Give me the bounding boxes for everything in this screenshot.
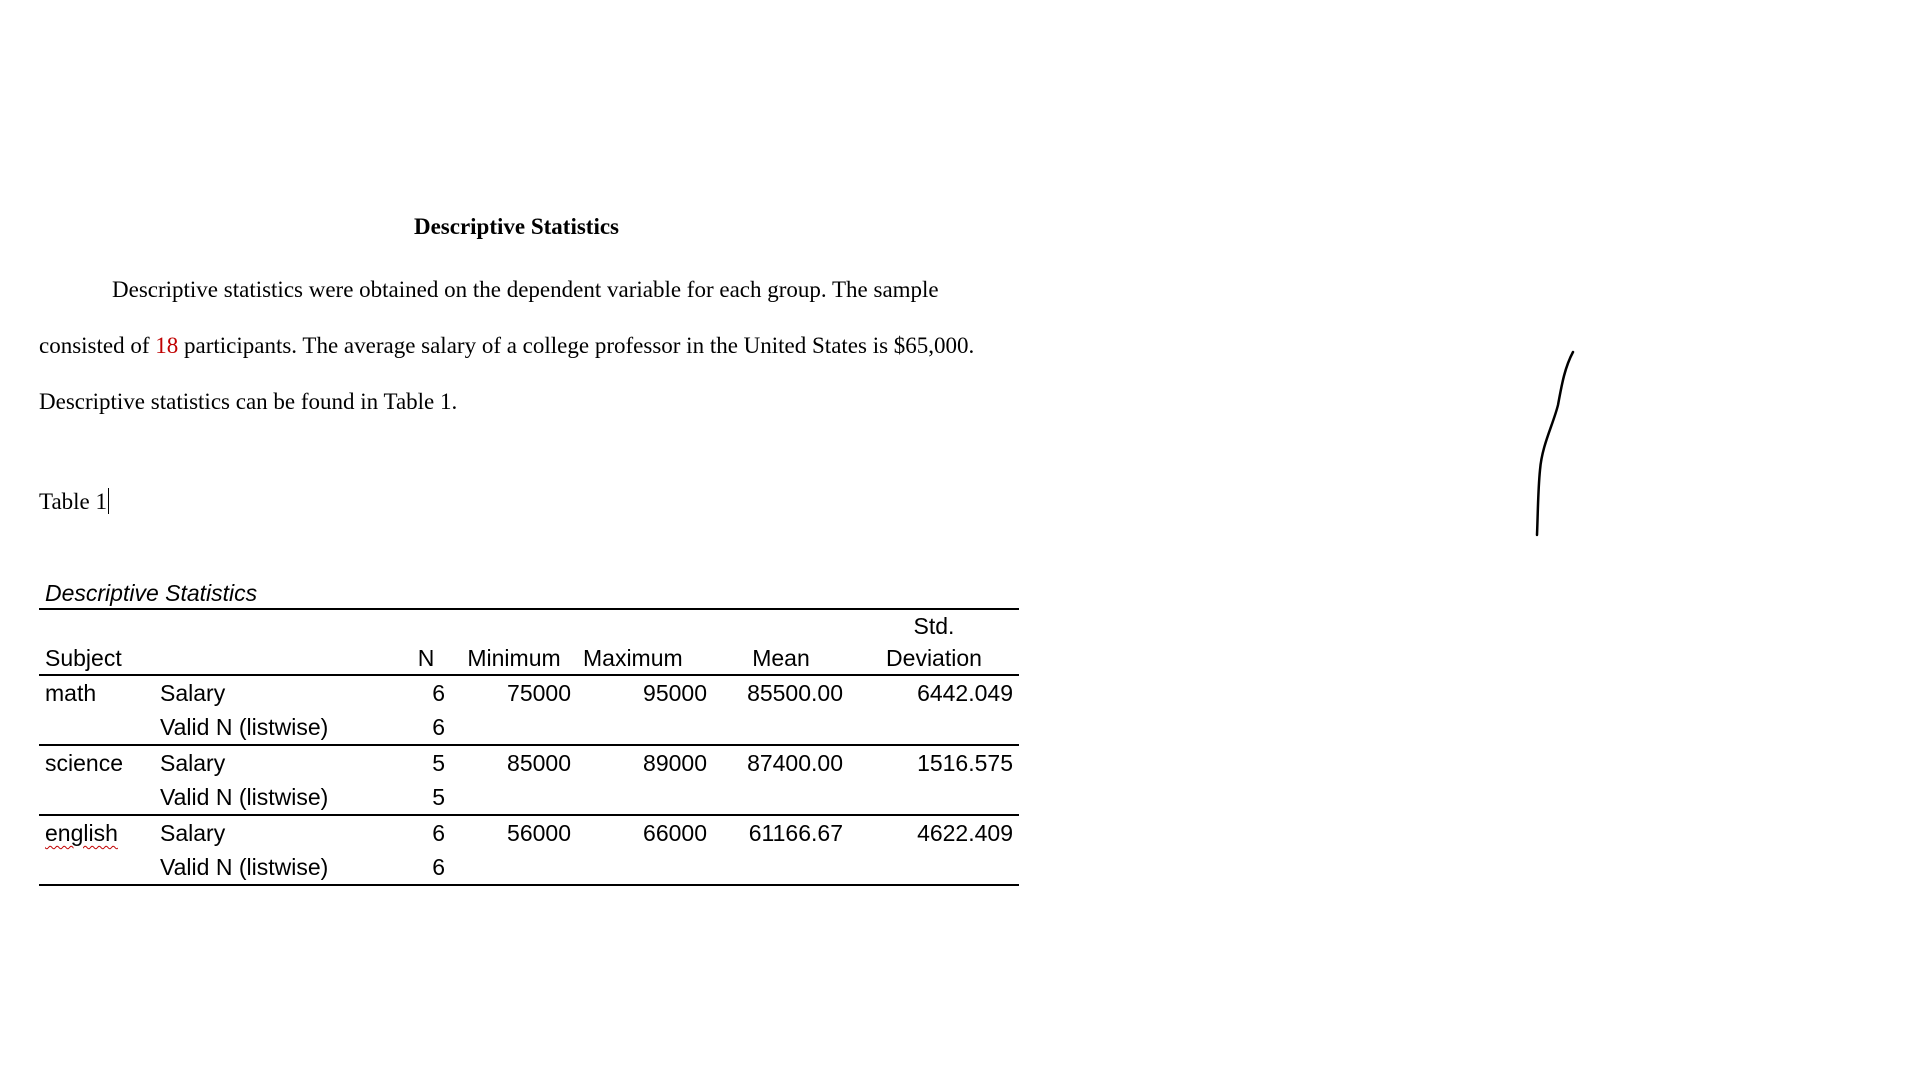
header-minimum: Minimum: [451, 609, 577, 675]
mean-cell: 61166.67: [748, 820, 843, 846]
subject-cell: [39, 815, 154, 850]
header-maximum: Maximum: [577, 609, 713, 675]
table-row: [39, 675, 1019, 710]
table-row: [39, 815, 1019, 850]
variable-cell: Salary: [160, 750, 226, 776]
subject-cell: math: [45, 680, 97, 706]
mean-cell: 87400.00: [747, 750, 843, 776]
variable-cell: Valid N (listwise): [160, 784, 329, 810]
header-row: [39, 609, 1019, 675]
subject-cell: science: [45, 750, 123, 776]
descriptive-statistics-table[interactable]: [39, 578, 1019, 886]
n-cell: 6: [432, 854, 445, 880]
header-n: N: [401, 609, 451, 675]
n-cell: 5: [432, 750, 445, 776]
group-math: [39, 675, 1019, 745]
max-cell: 89000: [643, 750, 707, 776]
table-row: [39, 780, 1019, 815]
table-row: [39, 710, 1019, 745]
variable-cell: Valid N (listwise): [160, 854, 329, 880]
sd-cell: 6442.049: [917, 680, 1013, 706]
n-cell: 5: [432, 784, 445, 810]
header-std-line1: Std.: [913, 613, 955, 639]
group-english: [39, 815, 1019, 885]
max-cell: 95000: [643, 680, 707, 706]
min-cell: 75000: [507, 680, 571, 706]
text-cursor: [108, 488, 109, 514]
paragraph-text-before: Descriptive statistics were obtained on the dependent variable for each group. The sample consisted of: [39, 277, 939, 358]
variable-cell: Valid N (listwise): [160, 714, 329, 740]
group-science: [39, 745, 1019, 815]
n-cell: 6: [432, 820, 445, 846]
table-label-text: Table 1: [39, 489, 108, 514]
pen-stroke-annotation: [1520, 345, 1580, 545]
body-paragraph[interactable]: [39, 262, 999, 430]
variable-cell: Salary: [160, 680, 226, 706]
participant-count: 18: [155, 333, 179, 358]
header-subject: Subject: [39, 609, 401, 675]
n-cell: 6: [432, 714, 445, 740]
header-std-line2: Deviation: [886, 645, 982, 671]
variable-cell: Salary: [160, 820, 226, 846]
table-row: [39, 850, 1019, 885]
sd-cell: 4622.409: [917, 820, 1013, 846]
sd-cell: 1516.575: [917, 750, 1013, 776]
table-label[interactable]: [39, 488, 109, 515]
min-cell: 56000: [507, 820, 571, 846]
max-cell: 66000: [643, 820, 707, 846]
header-std-deviation: [849, 609, 1019, 675]
stats-table: [39, 608, 1019, 886]
header-mean: Mean: [713, 609, 849, 675]
paragraph-text-after: participants. The average salary of a college professor in the United States is $65,000. Descriptive statistics can be found in Table 1.: [39, 333, 975, 414]
table-row: [39, 745, 1019, 780]
spellcheck-flagged-word[interactable]: english: [45, 820, 118, 846]
section-heading: Descriptive Statistics: [413, 214, 620, 239]
mean-cell: 85500.00: [747, 680, 843, 706]
table-title: Descriptive Statistics: [45, 580, 258, 606]
n-cell: 6: [432, 680, 445, 706]
min-cell: 85000: [507, 750, 571, 776]
